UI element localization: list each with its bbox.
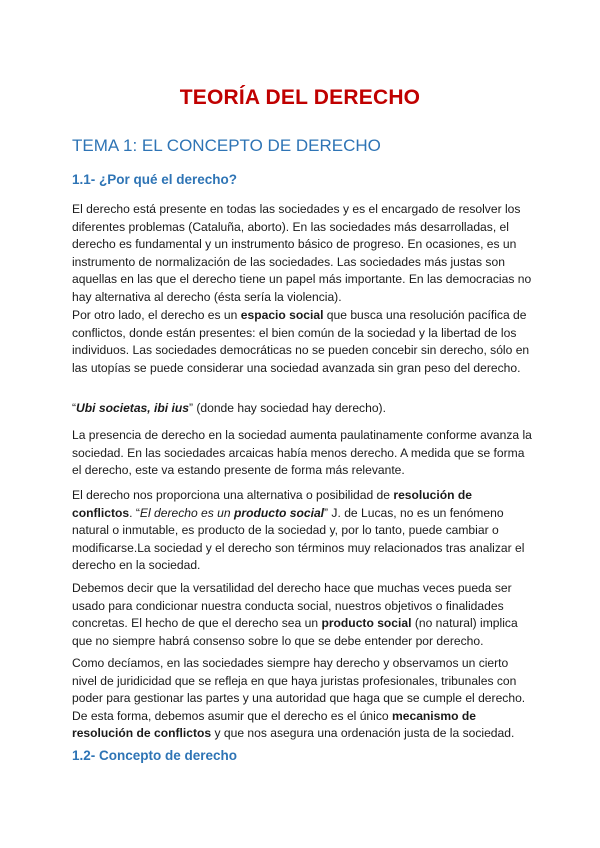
- text-run: . “: [129, 505, 140, 520]
- bold-run: espacio social: [240, 308, 324, 322]
- bold-run: mecanismo de resolución de conflictos: [72, 708, 477, 740]
- text-run: Debemos decir que la versatilidad del derecho hace que muchas veces pueda ser usado para condicionar nuestra conducta social, nuestros objetivos o finalidades concretas. El hecho de que el derecho sea un: [72, 581, 512, 630]
- document-title: TEORÍA DEL DERECHO: [179, 86, 421, 109]
- paragraph-2: [72, 307, 532, 377]
- italic-run: El derecho es un: [139, 505, 234, 520]
- section-heading-1-2: 1.2- Concepto de derecho: [72, 748, 238, 763]
- text-run: Por otro lado, el derecho es un: [72, 308, 241, 322]
- section-heading-1-1: 1.1- ¿Por qué el derecho?: [72, 172, 238, 187]
- quote-mark: “: [72, 401, 77, 415]
- paragraph-5: [72, 487, 532, 575]
- paragraph-text: La presencia de derecho en la sociedad aumenta paulatinamente conforme avanza la sociedad. En las sociedades arcaicas había menos derecho. A medida que se forma el derecho, este va estando presente de forma más relevante.: [72, 428, 532, 477]
- latin-maxim: Ubi societas, ibi ius: [76, 401, 189, 415]
- paragraph-3: [72, 400, 532, 418]
- bold-run: producto social: [321, 616, 412, 630]
- paragraph-4: [72, 427, 532, 480]
- bold-italic-run: producto social: [234, 505, 325, 520]
- text-run: (no natural) implica que no siempre habrá consenso sobre lo que se debe entender por derecho.: [72, 616, 518, 648]
- paragraph-7: [72, 655, 532, 743]
- text-run: ” (donde hay sociedad hay derecho).: [188, 401, 386, 415]
- text-run: ” J. de Lucas, no es un fenómeno natural o inmutable, es producto de la sociedad y, por lo tanto, puede cambiar o modificarse.La sociedad y el derecho son términos muy relacionados tras analizar el derecho en la sociedad.: [72, 505, 525, 572]
- text-run: que busca una resolución pacífica de conflictos, donde están presentes: el bien común de la sociedad y la libertad de los individuos. Las sociedades democráticas no se pueden concebir sin derecho, sólo en las utopías se puede considerar una sociedad avanzada sin gran peso del derecho.: [72, 308, 530, 375]
- paragraph-6: [72, 580, 532, 650]
- text-run: y que nos asegura una ordenación justa de la sociedad.: [211, 726, 515, 740]
- topic-heading: TEMA 1: EL CONCEPTO DE DERECHO: [72, 136, 381, 155]
- text-run: El derecho nos proporciona una alternativa o posibilidad de: [72, 488, 394, 502]
- paragraph-text: El derecho está presente en todas las sociedades y es el encargado de resolver los diferentes problemas (Cataluña, aborto). En las sociedades más desarrolladas, el derecho es fundamental y un instrumento básico de progreso. En ocasiones, es un instrumento de normalización de las sociedades. Las sociedades más justas son aquellas en las que el derecho tiene un papel más importante. En las democracias no hay alternativa al derecho (ésta sería la violencia).: [72, 202, 532, 304]
- paragraph-1: [72, 201, 532, 306]
- bold-run: resolución de conflictos: [72, 488, 473, 520]
- text-run: Como decíamos, en las sociedades siempre hay derecho y observamos un cierto nivel de juridicidad que se refleja en que haya juristas profesionales, tribunales con poder para gestionar las partes y una autoridad que haga que se cumple el derecho. De esta forma, debemos asumir que el derecho es el único: [72, 656, 526, 723]
